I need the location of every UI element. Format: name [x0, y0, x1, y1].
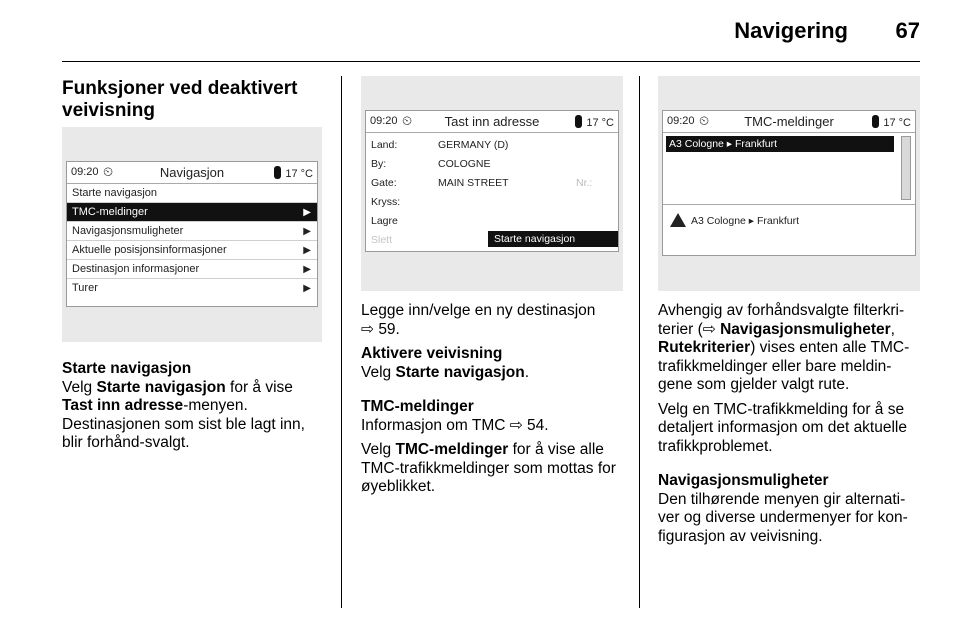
chevron-right-icon: ▶: [303, 226, 311, 237]
address-row-kryss[interactable]: [366, 193, 618, 212]
bold-term: Starte navigasjon: [395, 363, 525, 381]
page-reference[interactable]: 59.: [378, 320, 400, 338]
screen-title: TMC-meldinger: [744, 114, 834, 129]
text: ) vises enten alle TMC-trafikkmeldinger eller bare meldin-gene som gjelder valgt rute.: [658, 339, 910, 393]
menu-item-label: Destinasjon informasjoner: [72, 263, 200, 275]
screen-title: Navigasjon: [159, 165, 225, 180]
tmc-screen-shot: [658, 76, 920, 291]
screen-status-bar: [663, 111, 915, 133]
field-value: GERMANY (D): [438, 139, 509, 151]
screen-status-bar: [67, 162, 317, 184]
clock-icon: ⏲: [699, 113, 710, 128]
text: Velg: [361, 441, 392, 458]
menu-item-starte-navigasjon[interactable]: [67, 184, 317, 203]
temperature-value: 17 °C: [883, 117, 911, 129]
bold-term: Rutekriterier: [658, 339, 751, 356]
menu-item-navigasjonsmuligheter[interactable]: [67, 222, 317, 241]
menu-item-label: Turer: [72, 282, 98, 294]
column-divider-2: [639, 76, 640, 608]
text: Legge inn/velge en ny destinasjon: [361, 302, 596, 319]
screen-temperature: [274, 166, 313, 180]
menu-item-label: TMC-meldinger: [72, 206, 148, 218]
field-label: Land:: [371, 139, 398, 151]
address-row-slett[interactable]: [366, 231, 618, 250]
reference-arrow-icon: ⇨: [361, 320, 374, 338]
text: Velg: [361, 363, 392, 381]
body-paragraph: [361, 441, 625, 497]
screen-time: 09:20: [370, 115, 398, 127]
body-paragraph: [62, 379, 326, 453]
menu-item-tmc-meldinger[interactable]: [67, 203, 317, 222]
thermometer-icon: [274, 166, 281, 179]
body-paragraph: [361, 417, 625, 436]
field-label: By:: [371, 158, 387, 170]
clock-icon: ⏲: [402, 113, 413, 128]
page-title: Navigering: [734, 18, 848, 43]
field-label: Gate:: [371, 177, 397, 189]
menu-item-destinasjon-informasjoner[interactable]: [67, 260, 317, 279]
tmc-message-detail: [663, 205, 915, 237]
address-screen: [365, 110, 619, 252]
tmc-detail-text: A3 Cologne ▸ Frankfurt: [691, 215, 799, 227]
text: Informasjon om TMC: [361, 416, 506, 434]
field-value: MAIN STREET: [438, 177, 509, 189]
section-heading: Funksjoner ved deaktivert veivisning: [62, 78, 298, 121]
text: Avhengig av forhåndsvalgte filterkri-terier (: [658, 302, 905, 338]
start-navigation-button[interactable]: Starte navigasjon: [488, 231, 618, 247]
clock-icon: ⏲: [103, 164, 114, 179]
page-header: [62, 0, 920, 62]
menu-item-turer[interactable]: [67, 279, 317, 298]
field-label: Slett: [371, 234, 393, 246]
text: for å vise alle TMC-trafikkmeldinger som mottas for øyeblikket.: [361, 441, 616, 495]
sub-heading: Aktivere veivisning: [361, 345, 503, 362]
menu-item-label: Navigasjonsmuligheter: [72, 225, 184, 237]
body-paragraph: Den tilhørende menyen gir alternati-ver og diverse undermenyer for kon-figurasjon av veivisning.: [658, 490, 908, 545]
text: ,: [890, 320, 895, 338]
screen-title: Tast inn adresse: [444, 114, 540, 129]
bold-term: Tast inn adresse: [62, 397, 184, 414]
body-paragraph: [361, 364, 625, 383]
screen-temperature: [872, 115, 911, 129]
reference-arrow-icon: ⇨: [509, 416, 523, 434]
page-reference[interactable]: 54.: [527, 416, 549, 434]
field-label: Lagre: [371, 215, 398, 227]
address-screen-shot: [361, 76, 623, 291]
address-row-land[interactable]: [366, 136, 618, 155]
tmc-message-list: [663, 133, 915, 205]
sub-heading: Starte navigasjon: [62, 360, 192, 377]
bold-term: Navigasjonsmuligheter: [720, 320, 891, 338]
chevron-right-icon: ▶: [303, 207, 311, 218]
field-label: Kryss:: [371, 196, 401, 208]
menu-item-label: Starte navigasjon: [72, 187, 157, 199]
menu-item-label: Aktuelle posisjonsinformasjoner: [72, 244, 227, 256]
thermometer-icon: [872, 115, 879, 128]
tmc-screen: [662, 110, 916, 256]
temperature-value: 17 °C: [285, 168, 313, 180]
text: .: [524, 363, 530, 381]
text: Velg: [62, 378, 93, 396]
column-divider-1: [341, 76, 342, 608]
screen-time: 09:20: [71, 166, 99, 178]
tmc-message-item[interactable]: A3 Cologne ▸ Frankfurt: [666, 136, 894, 152]
navigation-screen: [66, 161, 318, 307]
traffic-warning-icon: [670, 213, 686, 227]
chevron-right-icon: ▶: [303, 283, 311, 294]
column-3-text: [658, 302, 922, 546]
sub-heading: Navigasjonsmuligheter: [658, 472, 829, 489]
page-number: 67: [895, 18, 920, 43]
address-row-lagre[interactable]: [366, 212, 618, 231]
body-paragraph: Velg en TMC-trafikkmelding for å se detaljert informasjon om det aktuelle trafikkproblemet.: [658, 400, 907, 455]
bold-term: TMC-meldinger: [395, 441, 509, 458]
navigation-screen-shot: [62, 127, 322, 342]
chevron-right-icon: ▶: [303, 264, 311, 275]
sub-heading: TMC-meldinger: [361, 398, 474, 415]
screen-status-bar: [366, 111, 618, 133]
house-number-label: Nr.:: [576, 177, 593, 189]
screen-temperature: [575, 115, 614, 129]
text: for å vise: [230, 378, 293, 396]
body-paragraph: [361, 302, 625, 339]
screen-time: 09:20: [667, 115, 695, 127]
column-2-text: [361, 302, 625, 497]
bold-term: Starte navigasjon: [96, 378, 226, 396]
field-value: COLOGNE: [438, 158, 491, 170]
address-row-gate[interactable]: [366, 174, 618, 193]
chevron-right-icon: ▶: [303, 245, 311, 256]
body-paragraph: [658, 302, 922, 395]
menu-item-aktuelle-posisjonsinformasjoner[interactable]: [67, 241, 317, 260]
scrollbar[interactable]: [901, 136, 911, 200]
temperature-value: 17 °C: [586, 117, 614, 129]
address-row-by[interactable]: [366, 155, 618, 174]
thermometer-icon: [575, 115, 582, 128]
starte-navigasjon-section: [62, 360, 326, 453]
text: -menyen. Destinasjonen som sist ble lagt inn, blir forhånd-svalgt.: [62, 397, 305, 451]
reference-arrow-icon: ⇨: [702, 320, 716, 338]
